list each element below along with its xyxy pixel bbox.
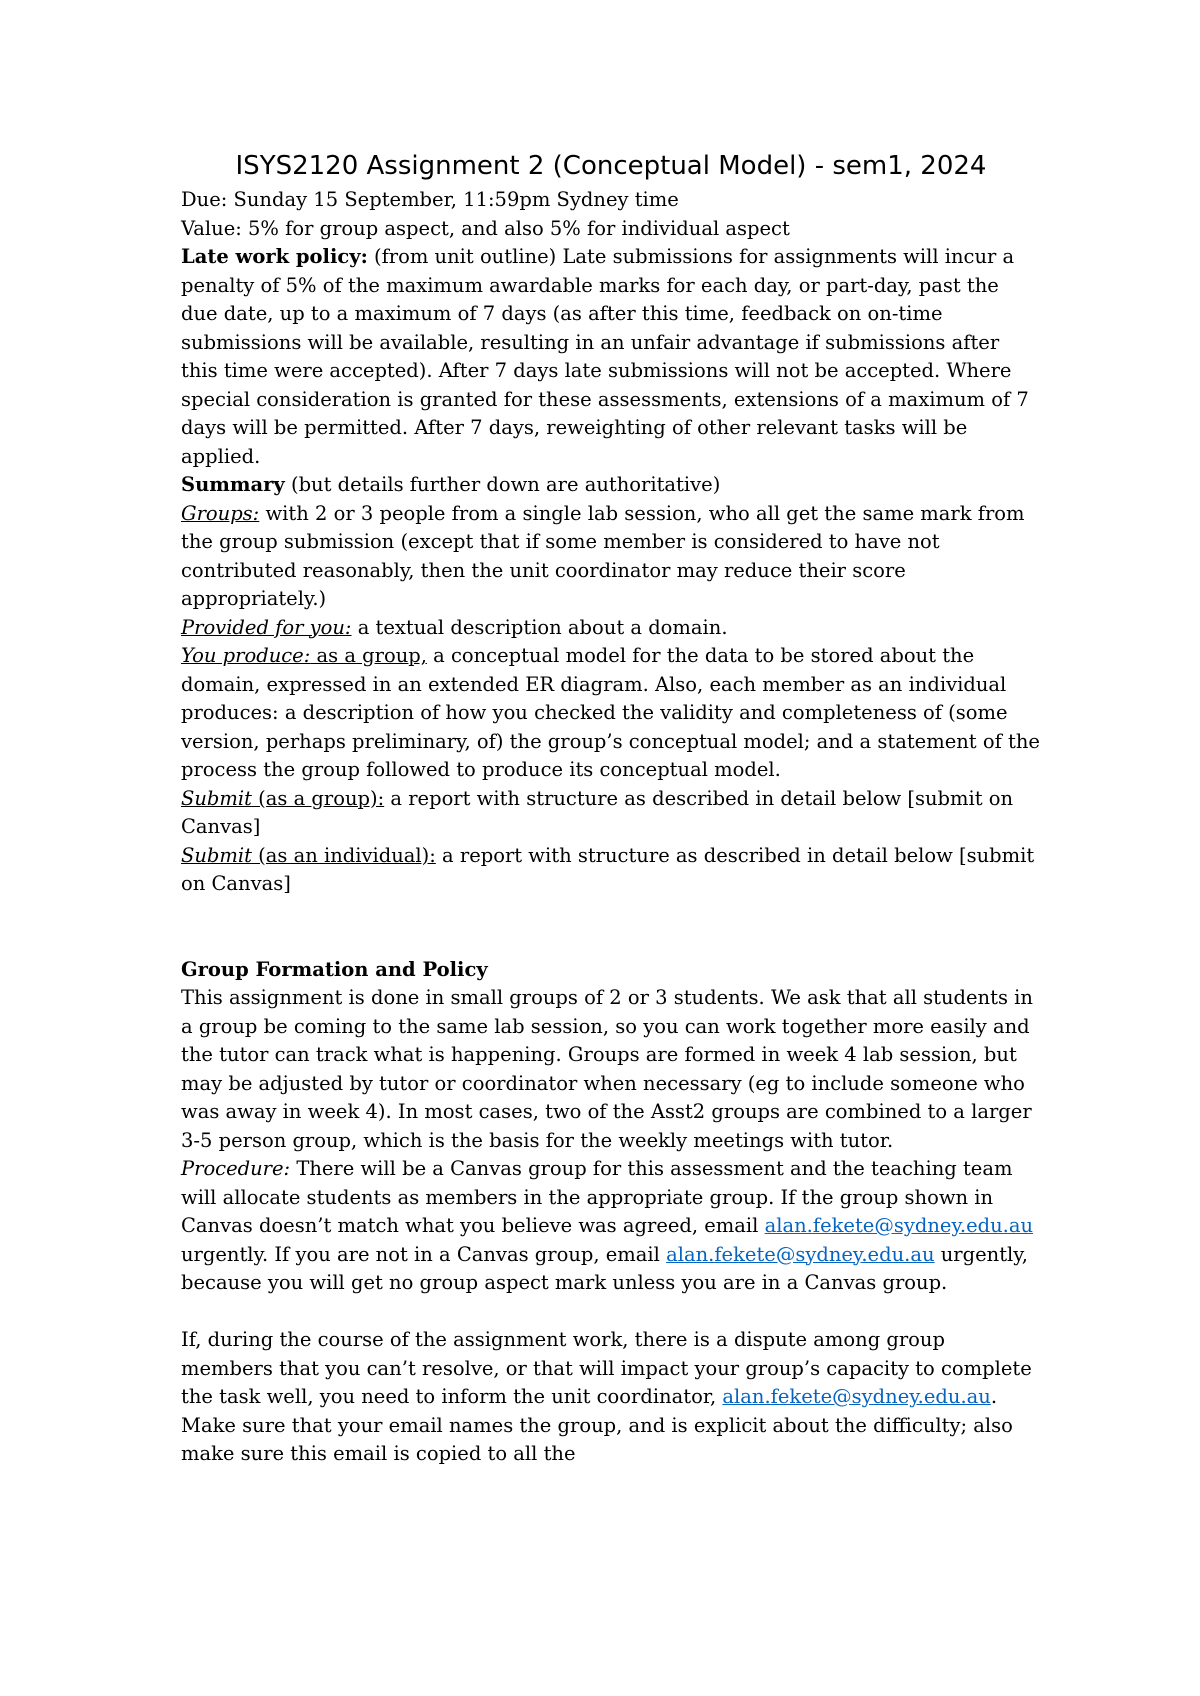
- document-page: [181, 148, 1041, 1469]
- dispute-paragraph: [181, 1326, 1041, 1469]
- groups-text: with 2 or 3 people from a single lab session, who all get the same mark from the group submission (except that if some member is considered to have not contributed reasonably, then the unit coordinator may reduce their score appropriately.): [181, 501, 1025, 610]
- email-link[interactable]: alan.fekete@sydney.edu.au: [764, 1214, 1034, 1237]
- submit-individual-paren: (as an individual):: [251, 843, 436, 867]
- produce-paragraph: [181, 642, 1041, 785]
- summary-label: Summary: [181, 473, 285, 496]
- groups-label: Groups:: [181, 501, 260, 525]
- late-policy-label: Late work policy:: [181, 245, 368, 268]
- spacer: [181, 899, 1041, 956]
- submit-individual-label: Submit: [181, 843, 252, 867]
- submit-group-label: Submit: [181, 786, 252, 810]
- section-heading-group-formation: Group Formation and Policy: [181, 957, 488, 981]
- procedure-text-c: urgently, because you will get no group aspect mark unless you are in a Canvas group.: [181, 1242, 1028, 1294]
- submit-group-paragraph: [181, 785, 1041, 842]
- spacer: [181, 1298, 1041, 1327]
- submit-individual-paragraph: [181, 842, 1041, 899]
- submit-group-paren: (as a group):: [251, 786, 385, 810]
- email-link[interactable]: alan.fekete@sydney.edu.au: [666, 1242, 935, 1266]
- formation-paragraph: This assignment is done in small groups of 2 or 3 students. We ask that all students in a group be coming to the same lab session, so you can work together more easily and the tutor can track what is happening. Groups are formed in week 4 lab session, but may be adjusted by tutor or coordinator when necessary (eg to include someone who was away in week 4). In most cases, two of the Asst2 groups are combined to a larger 3-5 person group, which is the basis for the weekly meetings with tutor.: [181, 986, 1033, 1152]
- produce-text: a conceptual model for the data to be stored about the domain, expressed in an extended ER diagram. Also, each member as an individual produces: a description of how you checked the validity and completeness of (some version, perhaps preliminary, of) the group’s conceptual model; and a statement of the process the group followed to produce its conceptual model.: [181, 644, 1040, 781]
- procedure-paragraph: [181, 1155, 1041, 1298]
- email-link[interactable]: alan.fekete@sydney.edu.au: [722, 1385, 991, 1408]
- produce-label: You produce:: [181, 644, 311, 667]
- submit-group-text: a report with structure as described in detail below [submit on Canvas]: [181, 786, 1014, 838]
- submit-individual-text: a report with structure as described in detail below [submit on Canvas]: [181, 843, 1035, 895]
- dispute-text-a: If, during the course of the assignment work, there is a dispute among group members that you can’t resolve, or that will impact your group’s capacity to complete the task well, you need to inform the unit coordinator,: [181, 1328, 1032, 1408]
- provided-paragraph: [181, 614, 1041, 643]
- procedure-label: Procedure:: [181, 1157, 291, 1180]
- due-date: Due: Sunday 15 September, 11:59pm Sydney time: [181, 188, 679, 211]
- procedure-text-b: urgently. If you are not in a Canvas group, email: [181, 1242, 667, 1266]
- provided-label: Provided for you:: [181, 615, 352, 639]
- procedure-text-a: There will be a Canvas group for this assessment and the teaching team will allocate students as members in the appropriate group. If the group shown in Canvas doesn’t match what you believe was agreed, email: [181, 1157, 1013, 1237]
- dispute-text-b: . Make sure that your email names the group, and is explicit about the difficulty; also make sure this email is copied to all the: [181, 1385, 1013, 1465]
- value-line: Value: 5% for group aspect, and also 5% for individual aspect: [181, 216, 790, 240]
- late-policy: [181, 243, 1041, 471]
- late-policy-text: (from unit outline) Late submissions for assignments will incur a penalty of 5% of the maximum awardable marks for each day, or part-day, past the due date, up to a maximum of 7 days (as after this time, feedback on on-time submissions will be available, resulting in an unfair advantage if submissions after this time were accepted). After 7 days late submissions will not be accepted. Where special consideration is granted for these assessments, extensions of a maximum of 7 days will be permitted. After 7 days, reweighting of other relevant tasks will be applied.: [181, 245, 1029, 468]
- page-title: ISYS2120 Assignment 2 (Conceptual Model) - sem1, 2024: [235, 151, 987, 181]
- summary-text: (but details further down are authoritative): [284, 473, 721, 496]
- provided-text: a textual description about a domain.: [351, 615, 728, 639]
- groups-paragraph: [181, 500, 1041, 614]
- summary-line: [181, 471, 1041, 500]
- produce-text-underlined: as a group,: [310, 644, 427, 667]
